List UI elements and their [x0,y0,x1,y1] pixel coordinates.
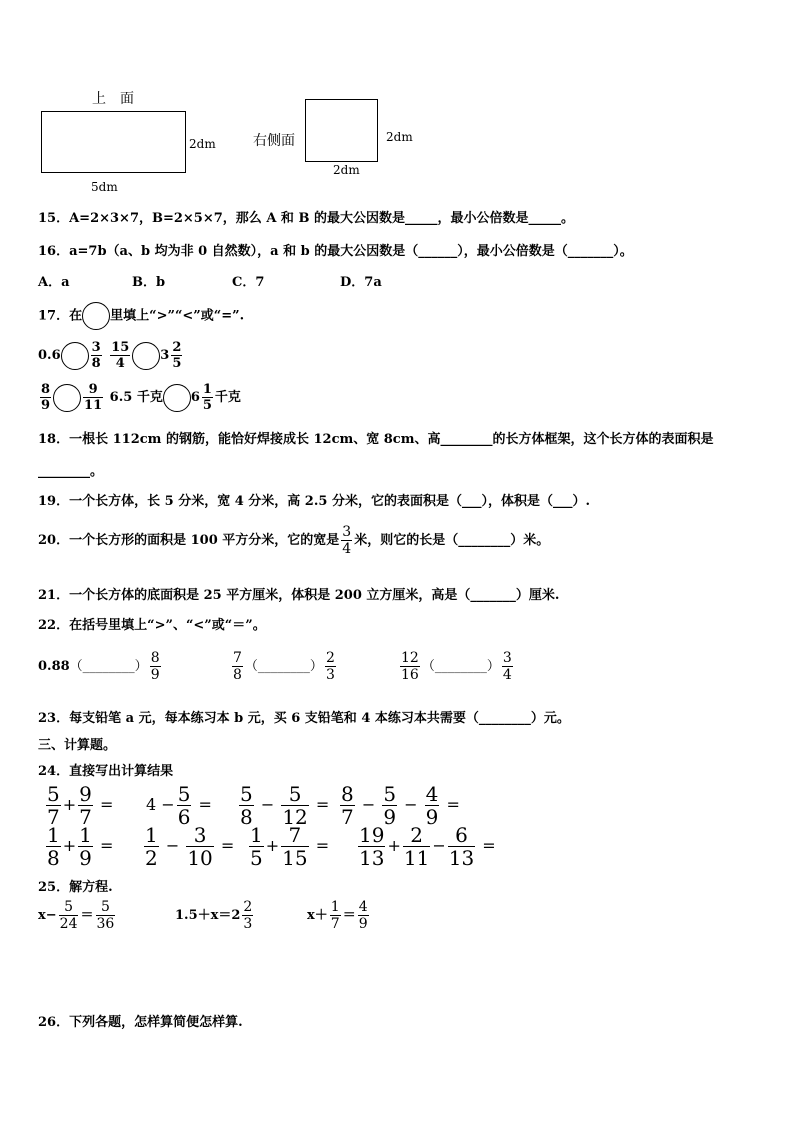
q17-r1-circle-1[interactable] [61,342,89,370]
q24-r1-item-3: $\frac{5}{8}$ − $\frac{5}{12}$ = [240,782,330,829]
q16-option-d[interactable]: D．7a [340,275,382,290]
q22-blank-2[interactable]: （________） [244,659,323,674]
q22-blank-1[interactable]: （________） [69,659,148,674]
q17-r1-mixed-fraction: $\frac{2}{5}$ [172,340,182,371]
q16-option-a[interactable]: A．a [38,275,70,290]
q22-item-1: 0.88（________） $\frac{8}{9}$ [38,650,160,683]
top-face-rectangle [41,111,186,173]
q22-item-3: $\frac{12}{16}$ （________） $\frac{3}{4}$ [401,650,512,683]
q17-r2-fraction-1: $\frac{8}{9}$ [41,382,51,413]
q24-r2-item-1: $\frac{1}{8}$ + $\frac{1}{9}$ = [47,823,114,870]
side-face-label: 右侧面 [253,133,295,149]
q17-r2-fraction-2: $\frac{9}{11}$ [84,382,103,413]
q17-r2-mixed-whole: 6 [190,390,200,405]
q22-blank-3[interactable]: （________） [421,659,500,674]
q17-r1-mixed-whole: 3 [160,348,170,363]
question-18-line-1: 18．一根长 112cm 的钢筋，能恰好焊接成长 12cm、宽 8cm、高________的长方体框架，这个长方体的表面积是 [38,432,714,447]
q17-row-1 [38,341,184,370]
side-face-width-label: 2dm [333,163,360,177]
question-21: 21．一个长方体的底面积是 25 平方厘米，体积是 200 立方厘米，高是（_______）厘米. [38,588,560,603]
q17-r2-unit: 千克 [214,390,241,405]
q24-r1-item-1: $\frac{5}{7}$ + $\frac{9}{7}$ = [47,782,114,829]
circle-blank [82,302,110,330]
question-26: 26．下列各题，怎样算简便怎样算. [38,1015,243,1030]
q24-r2-item-4: $\frac{19}{13}$ + $\frac{2}{11}$ − $\frac{6}{13}$ = [359,823,496,870]
question-17 [38,302,244,330]
q17-prefix: 17．在 [38,308,83,324]
q17-r2-circle-1[interactable] [53,384,81,412]
q17-suffix: 里填上“>”“<”或“=”. [110,308,245,324]
question-19: 19．一个长方体，长 5 分米，宽 4 分米，高 2.5 分米，它的表面积是（___），体积是（___）. [38,494,590,509]
question-16: 16．a=7b（a、b 均为非 0 自然数），a 和 b 的最大公因数是（______），最小公倍数是（_______）。 [38,244,633,259]
top-face-width-label: 5dm [91,180,118,194]
q20-after: 米，则它的长是（________）米。 [354,533,550,548]
q25-equation-1: x− $\frac{5}{24}$ ＝ $\frac{5}{36}$ [38,899,115,932]
side-face-height-label: 2dm [386,130,413,144]
section-3-heading: 三、计算题。 [38,738,117,753]
question-18-line-2: ________。 [38,464,104,479]
q25-equation-3: x＋ $\frac{1}{7}$ ＝ $\frac{4}{9}$ [307,899,368,932]
question-20 [38,525,549,556]
q24-r2-item-3: $\frac{1}{5}$ + $\frac{7}{15}$ = [250,823,330,870]
q17-row-2 [38,383,241,412]
q17-r2-weight: 6.5 千克 [109,390,163,405]
top-face-label: 上 面 [92,91,134,107]
question-15: 15．A=2×3×7，B=2×5×7，那么 A 和 B 的最大公因数是_____，最小公倍数是_____。 [38,211,574,226]
question-23: 23．每支铅笔 a 元，每本练习本 b 元，买 6 支铅笔和 4 本练习本共需要（________）元。 [38,711,570,726]
q17-r1-fraction-2: $\frac{15}{4}$ [111,340,130,371]
q24-r2-item-2: $\frac{1}{2}$ − $\frac{3}{10}$ = [145,823,235,870]
q22-item-2: $\frac{7}{8}$ （________） $\frac{2}{3}$ [233,650,335,683]
q17-r1-circle-2[interactable] [132,342,160,370]
q24-r1-item-4: $\frac{8}{7}$ − $\frac{5}{9}$ − $\frac{4}{9}$ = [341,782,460,829]
q17-r2-mixed-fraction: $\frac{1}{5}$ [202,382,212,413]
top-face-height-label: 2dm [189,137,216,151]
q25-equation-2: 1.5＋x＝2 $\frac{2}{3}$ [175,899,253,932]
q17-r1-fraction-1: $\frac{3}{8}$ [91,340,101,371]
q16-option-c[interactable]: C．7 [232,275,265,290]
side-face-square [305,99,378,162]
question-22: 22．在括号里填上“>”、“<”或“＝”。 [38,618,266,633]
question-24: 24．直接写出计算结果 [38,764,174,779]
q17-r2-circle-2[interactable] [163,384,191,412]
q20-fraction: $\frac{3}{4}$ [342,524,352,557]
q20-before: 20．一个长方形的面积是 100 平方分米，它的宽是 [38,533,340,548]
q16-option-b[interactable]: B．b [132,275,166,290]
q17-r1-decimal: 0.6 [38,348,61,363]
q24-r1-item-2: 4 − $\frac{5}{6}$ = [146,782,212,829]
question-25: 25．解方程. [38,880,113,895]
